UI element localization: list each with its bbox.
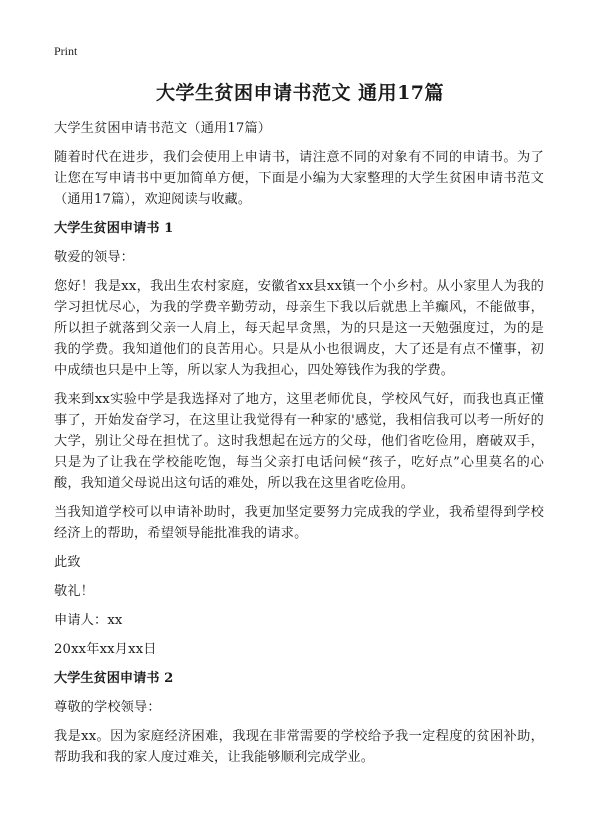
letter2-paragraph-1: 我是xx。因为家庭经济困难，我现在非常需要的学校给予我一定程度的贫困补助，帮助我和我的家人度过难关，让我能够顺利完成学业。 xyxy=(54,729,544,765)
section-heading-1: 大学生贫困申请书 1 xyxy=(54,221,174,236)
salutation-2: 尊敬的学校领导： xyxy=(54,700,161,715)
closing-line-2: 敬礼！ xyxy=(54,584,95,599)
letter1-paragraph-3: 当我知道学校可以申请补助时，我更加坚定要努力完成我的学业，我希望得到学校经济上的帮助，希望领导能批准我的请求。 xyxy=(54,505,544,541)
date-line: 20xx年xx月xx日 xyxy=(54,642,157,657)
salutation-1: 敬爱的领导： xyxy=(54,250,135,265)
document-body xyxy=(54,118,544,776)
intro-paragraph: 随着时代在进步，我们会使用上申请书，请注意不同的对象有不同的申请书。为了让您在写申请书中更加简单方便，下面是小编为大家整理的大学生贫困申请书范文（通用17篇），欢迎阅读与收藏。 xyxy=(54,150,544,207)
closing-line-1: 此致 xyxy=(54,555,81,570)
letter1-paragraph-2: 我来到xx实验中学是我选择对了地方，这里老师优良，学校风气好，而我也真正懂事了，开始发奋学习，在这里让我觉得有一种家的'感觉，我相信我可以考一所好的大学，别让父母在担忧了。这时我想起在远方的父母，他们省吃俭用，磨破双手，只是为了让我在学校能吃饱，每当父亲打电话问候“孩子，吃好点”心里莫名的心酸，我知道父母说出这句话的难处，所以我在这里省吃俭用。 xyxy=(54,392,544,491)
section-heading-2: 大学生贫困申请书 2 xyxy=(54,671,174,686)
document-subtitle: 大学生贫困申请书范文（通用17篇） xyxy=(54,121,272,136)
letter1-paragraph-1: 您好！我是xx，我出生农村家庭，安徽省xx县xx镇一个小乡村。从小家里人为我的学习担忧尽心，为我的学费辛勤劳动，母亲生下我以后就患上羊癫风，不能做事，所以担子就落到父亲一人肩上，每天起早贪黑，为的只是这一天勉强度过，为的是我的学费。我知道他们的良苦用心。只是从小也很调皮，大了还是有点不懂事，初中成绩也只是中上等，所以家人为我担心，四处筹钱作为我的学费。 xyxy=(54,279,544,378)
applicant-line: 申请人：xx xyxy=(54,613,123,628)
document-title: 大学生贫困申请书范文 通用17篇 xyxy=(155,82,445,104)
print-link[interactable]: Print xyxy=(54,44,78,58)
